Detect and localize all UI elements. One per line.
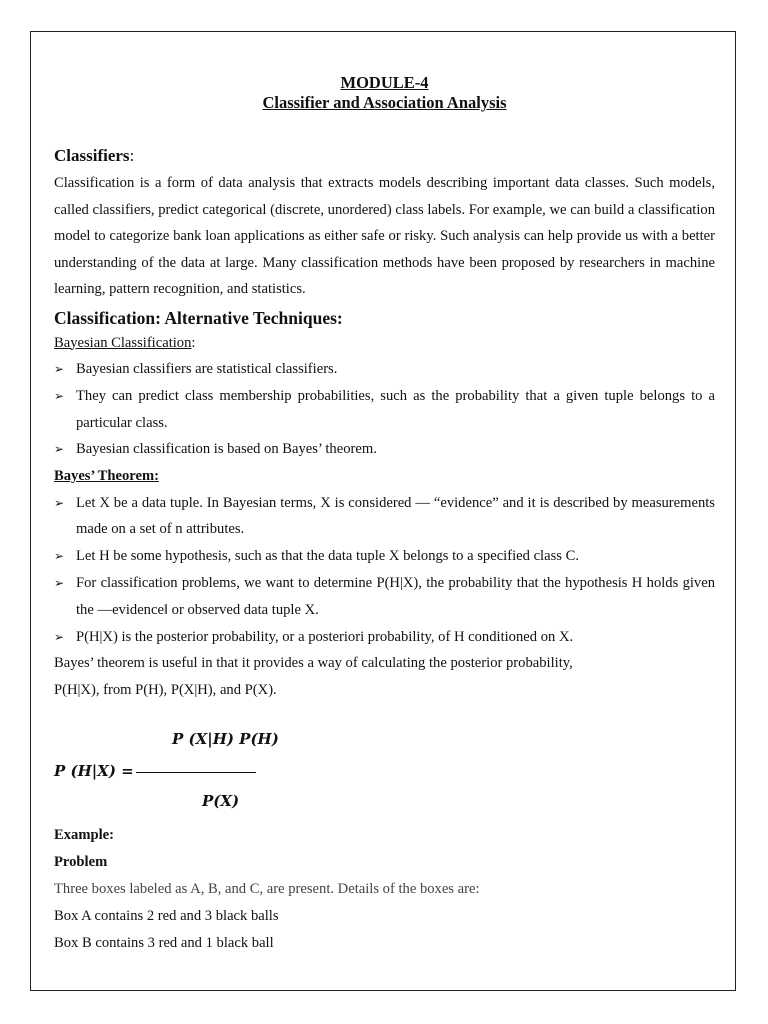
box-b-description: Box B contains 3 red and 1 black ball [54,935,274,952]
list-item-text: Bayesian classification is based on Bayes’ theorem. [76,441,377,458]
list-item-text: Bayesian classifiers are statistical classifiers. [76,361,338,377]
problem-intro: Three boxes labeled as A, B, and C, are present. Details of the boxes are: [54,881,480,898]
bayes-theorem-bullet-list [54,490,715,651]
list-item-text: Let X be a data tuple. In Bayesian terms, X is considered — “evidence” and it is described by measurements made on a set of n attributes. [76,494,715,538]
arrow-bullet-icon: ➢ [54,362,65,376]
formula-fraction-bar [136,772,256,773]
classifiers-paragraph: Classification is a form of data analysis that extracts models describing important data classes. Such models, called classifiers, predict categorical (discrete, unordered) class labels. For example, we can build a classification model to categorize bank loan applications as either safe or risky. Such analysis can help provide us with a better understanding of the data at large. Many classification methods have been proposed by researchers in machine learning, pattern recognition, and statistics. [54,175,715,297]
bayesian-classification-heading-text: Bayesian Classification [54,334,192,351]
arrow-bullet-icon: ➢ [54,549,65,564]
arrow-bullet-icon: ➢ [54,629,65,644]
arrow-bullet-icon: ➢ [54,495,65,510]
bayes-formula [54,710,715,822]
formula-numerator: P (X|H) P(H) [172,730,279,749]
box-a-description: Box A contains 2 red and 3 black balls [54,908,279,925]
list-item [54,383,715,437]
list-item-text: They can predict class membership probabilities, such as the probability that a given tuple belongs to a particular class. [76,387,715,431]
formula-denominator: P(X) [202,792,240,811]
document-body [54,73,715,957]
bayesian-bullet-list [54,356,715,463]
arrow-bullet-icon: ➢ [54,576,65,591]
list-item [54,490,715,544]
bayes-usefulness-line-2: P(H|X), from P(H), P(X|H), and P(X). [54,682,277,699]
list-item-text: For classification problems, we want to determine P(H|X), the probability that the hypothesis H holds given the —evidence‖ or observed data tuple X. [76,575,715,618]
alternative-techniques-heading: Classification: Alternative Techniques: [54,307,343,328]
bayes-theorem-heading-text: Bayes’ Theorem: [54,468,159,485]
bayesian-classification-heading [54,330,715,357]
bayesian-heading-colon: : [191,334,196,351]
arrow-bullet-icon: ➢ [54,388,65,403]
list-item [54,624,715,651]
list-item [54,543,715,570]
classifiers-heading-colon: : [129,146,135,165]
list-item [54,436,715,463]
problem-label: Problem [54,854,108,871]
list-item [54,570,715,624]
bayes-theorem-heading [54,463,715,490]
module-subtitle: Classifier and Association Analysis [262,93,507,112]
bayes-usefulness-line: Bayes’ theorem is useful in that it provides a way of calculating the posterior probability, [54,655,573,672]
classifiers-heading-text: Classifiers [54,146,130,165]
list-item-text: P(H|X) is the posterior probability, or a posteriori probability, of H conditioned on X. [76,628,574,645]
arrow-bullet-icon: ➢ [54,442,65,457]
example-label: Example: [54,827,114,844]
module-title: MODULE-4 [340,73,429,92]
classifiers-heading [54,145,715,167]
formula-lhs: P (H|X) = [54,762,134,781]
list-item [54,356,715,383]
list-item-text: Let H be some hypothesis, such as that the data tuple X belongs to a specified class C. [76,548,579,565]
